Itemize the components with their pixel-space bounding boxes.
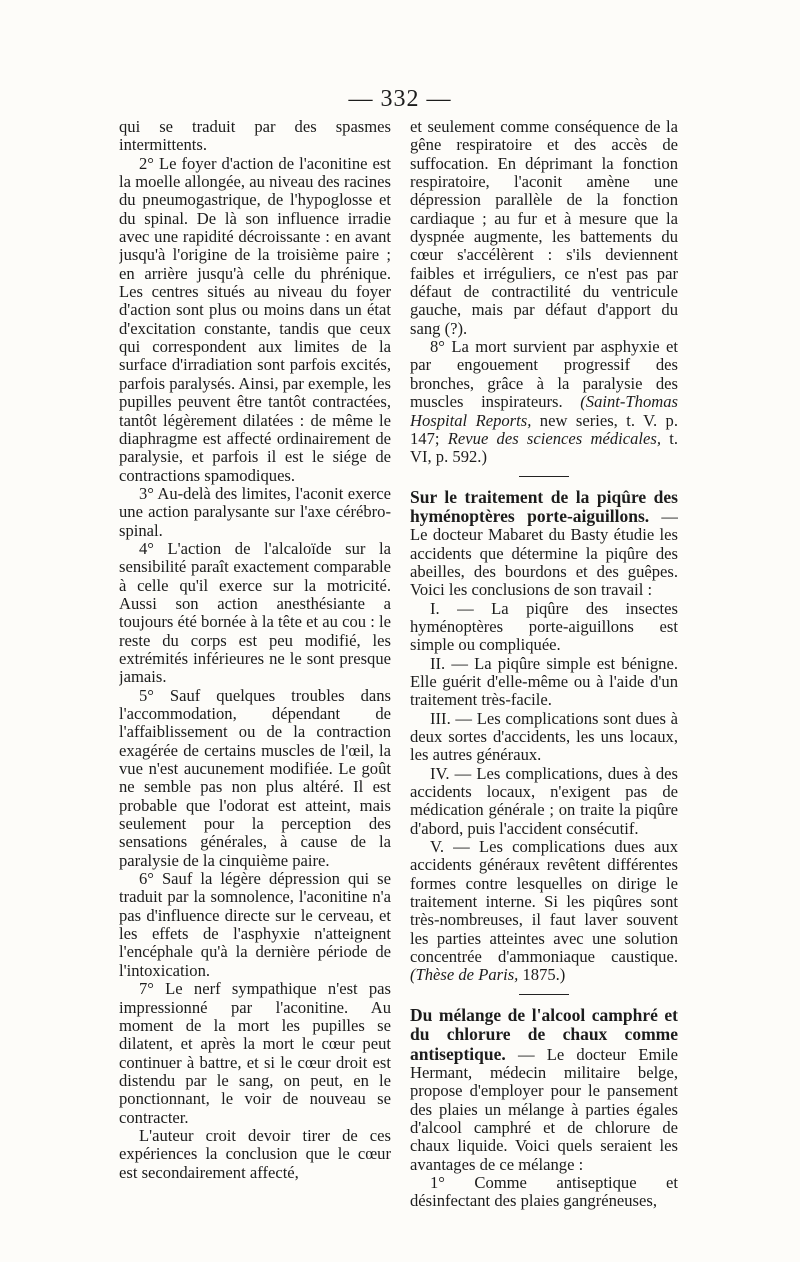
article-title: Sur le traitement de la piqûre des hyménoptères porte-aiguillons. <box>410 486 678 526</box>
right-column <box>410 118 678 1228</box>
paragraph: 1° Comme antiseptique et désinfectant des plaies gangréneuses, <box>410 1172 678 1211</box>
paragraph: III. — Les complications sont dues à deux sortes d'accidents, les uns locaux, les autres généraux. <box>410 708 678 765</box>
paragraph: 6° Sauf la légère dépression qui se traduit par la somnolence, l'aconitine n'a pas d'influence directe sur le cerveau, et les effets de l'asphyxie n'atteignent l'encéphale qu'à la dernière période de l'intoxication. <box>119 869 391 980</box>
paragraph: et seulement comme conséquence de la gêne respiratoire et des accès de suffocation. En déprimant la fonction respiratoire, l'aconit amène une dépression parallèle de la fonction cardiaque ; au fur et à mesure que la dyspnée augmente, les battements du cœur s'accélèrent : s'ils deviennent faibles et irréguliers, ce n'est pas par défaut de contractilité du ventricule gauche, mais par défaut d'apport du sang (?). <box>410 118 678 338</box>
paragraph: 7° Le nerf sympathique n'est pas impressionné par l'aconitine. Au moment de la mort les pupilles se dilatent, et après la mort le cœur peut continuer à battre, et si le cœur droit est distendu par le sang, on peut, en le ponctionnant, le voir de nouveau se contracter. <box>119 979 391 1127</box>
article-paragraph <box>410 1006 678 1174</box>
paragraph: 4° L'action de l'alcaloïde sur la sensibilité paraît exactement comparable à celle qu'il exerce sur la motricité. Aussi son action anesthésiante a toujours été bornée à la tête et au cou : le reste du corps est peu modifié, les extrémités inférieures ne le sont presque jamais. <box>119 538 391 687</box>
citation-journal: Revue des sciences médicales, <box>447 428 661 448</box>
citation-year: 1875.) <box>522 965 566 985</box>
paragraph <box>410 338 678 466</box>
citation-detail: new series, t. V. p. 147; <box>410 410 678 448</box>
paragraph: qui se traduit par des spasmes intermittents. <box>119 118 391 155</box>
paragraph: 5° Sauf quelques troubles dans l'accommodation, dépendant de l'affaiblissement ou de la contraction exagérée de certains muscles de l'œil, la vue n'est aucunement modifiée. Le goût ne semble pas non plus altéré. Il est probable que l'odorat est atteint, mais seulement pour la perception des sensations générales, à cause de la paralysie de la cinquième paire. <box>119 685 391 870</box>
article-lead: — Le docteur Emile Hermant, médecin militaire belge, propose d'employer pour le pansement des plaies un mélange à parties égales d'alcool camphré et de chlorure de chaux liquide. Voici quels seraient les avantages de ce mélange : <box>410 1044 678 1174</box>
paragraph: I. — La piqûre des insectes hyménoptères porte-aiguillons est simple ou compliquée. <box>410 598 678 655</box>
citation-source: (Thèse de Paris, <box>410 965 519 985</box>
paragraph: 2° Le foyer d'action de l'aconitine est la moelle allongée, au niveau des racines du pneumogastrique, de l'hypoglosse et du spinal. De là son influence irradie avec une rapidité décroissante : en avant jusqu'à l'origine de la troisième paire ; en arrière jusqu'à celle du phrénique. Les centres situés au niveau du foyer d'action sont plus ou moins dans un état d'excitation constante, tandis que ceux qui correspondent aux limites de la surface d'irradiation sont parfois excités, parfois paralysés. Ainsi, par exemple, les pupilles peuvent être tantôt contractées, tantôt légèrement dilatées : de même le diaphragme est affecté ordinairement de paralysie, et parfois il est le siége de contractions spamodiques. <box>119 153 391 485</box>
citation-detail: t. VI, p. 592.) <box>410 428 678 467</box>
left-column <box>119 118 391 1228</box>
paragraph-text: 8° La mort survient par asphyxie et par engouement progressif des bronches, grâce à la paralysie des muscles inspirateurs. <box>410 337 678 412</box>
page-number: — 332 — <box>348 86 452 112</box>
article-lead: — Le docteur Mabaret du Basty étudie les accidents que détermine la piqûre des abeilles, des bourdons et des guêpes. Voici les conclusions de son travail : <box>410 506 678 600</box>
paragraph: 3° Au-delà des limites, l'aconit exerce une action paralysante sur l'axe cérébro-spinal. <box>119 483 391 540</box>
article-title: Du mélange de l'alcool camphré et du chlorure de chaux comme antiseptique. <box>410 1004 678 1064</box>
paragraph: L'auteur croit devoir tirer de ces expériences la conclusion que le cœur est secondairement affecté, <box>119 1125 391 1182</box>
article-paragraph <box>410 488 678 600</box>
section-divider <box>519 994 569 995</box>
paragraph: IV. — Les complications, dues à des accidents locaux, n'exigent pas de médication générale ; on traite la piqûre d'abord, puis l'accident consécutif. <box>410 763 678 838</box>
paragraph-text: V. — Les complications dues aux accidents généraux revêtent différentes formes contre lesquelles on dirige le traitement interne. Si les piqûres sont très-nombreuses, il faut laver souvent les parties atteintes avec une solution concentrée d'ammoniaque caustique. <box>410 837 678 967</box>
paragraph <box>410 838 678 985</box>
citation-journal: (Saint-Thomas Hospital Reports, <box>410 392 678 430</box>
section-divider <box>519 476 569 477</box>
paragraph: II. — La piqûre simple est bénigne. Elle guérit d'elle-même ou à l'aide d'un traitement très-facile. <box>410 653 678 710</box>
